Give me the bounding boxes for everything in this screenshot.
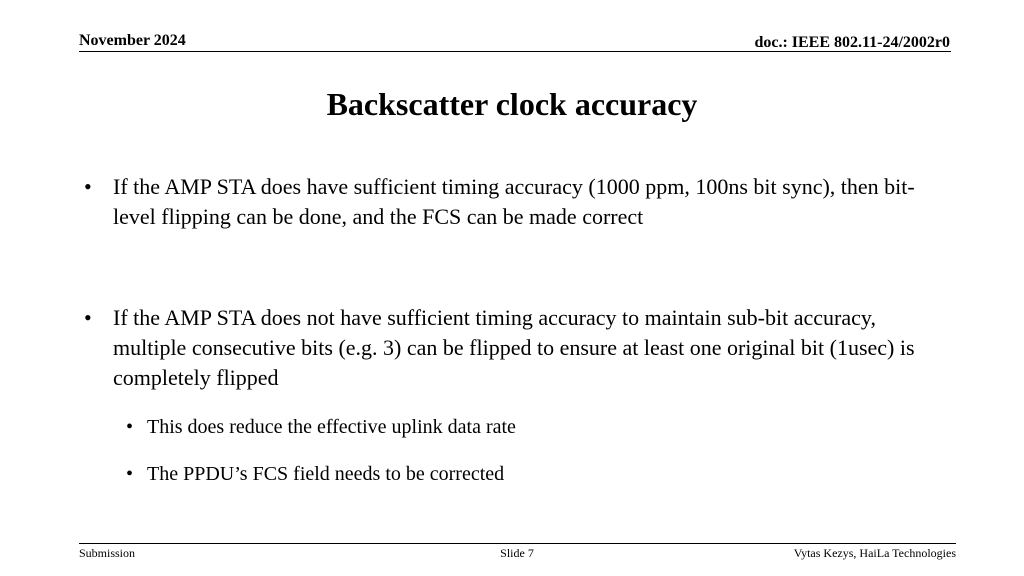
footer-author: Vytas Kezys, HaiLa Technologies (793, 546, 956, 560)
sub-bullet-text: This does reduce the effective uplink data rate (147, 416, 516, 438)
bullet-text: If the AMP STA does have sufficient timing accuracy (1000 ppm, 100ns bit sync), then bit-level flipping can be done, and the FCS can be made correct (113, 174, 915, 229)
bullet-text: If the AMP STA does not have sufficient timing accuracy to maintain sub-bit accuracy, multiple consecutive bits (e.g. 3) can be flipped to ensure at least one original bit (1usec) is completely flipped (113, 305, 915, 390)
footer-divider (79, 543, 956, 544)
header-divider (79, 51, 951, 52)
bullet-marker: • (84, 305, 92, 330)
sub-bullet-marker: • (126, 416, 134, 438)
sub-bullet-marker: • (126, 463, 134, 485)
header-doc-id: doc.: IEEE 802.11-24/2002r0 (754, 34, 950, 51)
bullet-2 (84, 303, 924, 393)
sub-bullet-1 (126, 414, 906, 440)
bullet-1 (84, 172, 924, 232)
sub-bullet-2 (126, 461, 906, 487)
bullet-marker: • (84, 174, 92, 199)
footer-submission: Submission (79, 546, 136, 560)
footer-slide-number: Slide 7 (500, 546, 534, 560)
header-date: November 2024 (79, 32, 186, 49)
slide-title: Backscatter clock accuracy (326, 86, 698, 122)
sub-bullet-text: The PPDU’s FCS field needs to be corrected (147, 463, 505, 485)
